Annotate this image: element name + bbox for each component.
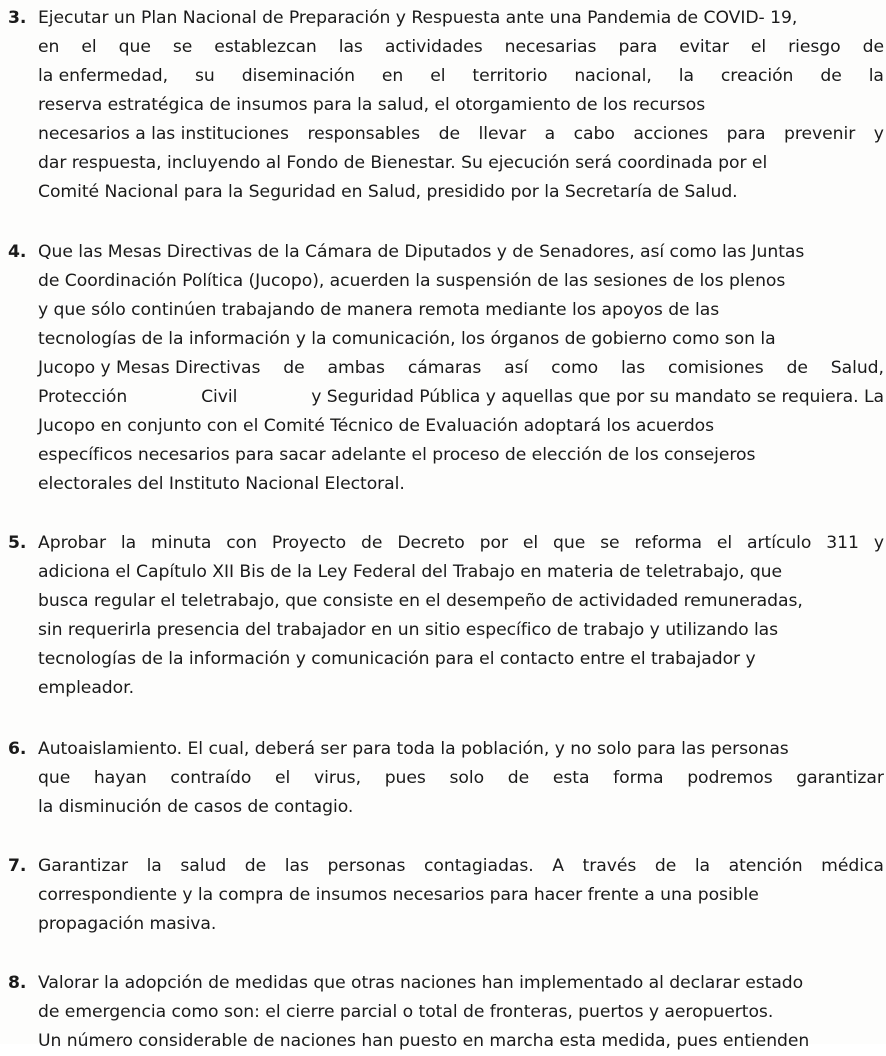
clause-line: y que sólo continúen trabajando de manera remota mediante los apoyos de las (38, 300, 720, 320)
line-word: minuta (151, 533, 212, 553)
line-word: la (694, 856, 711, 876)
clause-line: la disminución de casos de contagio. (38, 797, 354, 817)
line-word: el (522, 533, 539, 553)
line-word: las (621, 358, 646, 378)
line-word: de (820, 66, 842, 86)
clause-text (38, 969, 886, 1056)
clause-line: reserva estratégica de insumos para la salud, el otorgamiento de los recursos (38, 95, 706, 115)
line-word: Civil (201, 387, 238, 407)
line-word: que (553, 533, 586, 553)
line-word: que (38, 768, 71, 788)
line-word: través (582, 856, 637, 876)
line-word: en (381, 66, 404, 86)
line-word: a (544, 124, 556, 144)
line-word: la (678, 66, 694, 86)
line-word: el (81, 37, 97, 57)
line-word: 311 (826, 533, 859, 553)
clause-line: Que las Mesas Directivas de la Cámara de Diputados y de Senadores, así como las Juntas (38, 242, 805, 262)
clause-spacer (0, 822, 886, 852)
line-word: el (275, 768, 291, 788)
line-word: garantizar (796, 768, 884, 788)
line-word: la (120, 533, 137, 553)
clause-spacer (0, 939, 886, 969)
line-word: pues (384, 768, 426, 788)
line-word: de (438, 124, 460, 144)
clause-line (38, 120, 884, 149)
clause-line: Ejecutar un Plan Nacional de Preparación y Respuesta ante una Pandemia de COVID- 19, (38, 8, 798, 28)
line-word: acciones (633, 124, 709, 144)
clause-line: correspondiente y la compra de insumos necesarios para hacer frente a una posible (38, 885, 759, 905)
numbered-clause-list (0, 4, 886, 1056)
line-word: de (786, 358, 808, 378)
line-word: para (618, 37, 658, 57)
line-word: esta (552, 768, 590, 788)
line-word: evitar (679, 37, 729, 57)
line-word: con (226, 533, 257, 553)
line-word: para (726, 124, 766, 144)
line-word: contagiadas. (424, 856, 534, 876)
line-word: comisiones (668, 358, 764, 378)
clause-line: empleador. (38, 678, 134, 698)
clause-line: de emergencia como son: el cierre parcial o total de fronteras, puertos y aeropuertos. (38, 1002, 774, 1022)
clause-line: tecnologías de la información y la comunicación, los órganos de gobierno como son la (38, 329, 776, 349)
clause-line: específicos necesarios para sacar adelante el proceso de elección de los consejeros (38, 445, 756, 465)
line-word: actividades (384, 37, 483, 57)
clause-line: Jucopo en conjunto con el Comité Técnico de Evaluación adoptará los acuerdos (38, 416, 715, 436)
line-word: médica (821, 856, 884, 876)
line-word: se (172, 37, 193, 57)
line-word: creación (720, 66, 794, 86)
line-word: el (430, 66, 446, 86)
clause-line (38, 852, 884, 881)
clause-item (0, 529, 886, 703)
line-word: Aprobar (38, 533, 107, 553)
line-word: Decreto (397, 533, 465, 553)
line-word: atención (728, 856, 803, 876)
clause-line: busca regular el teletrabajo, que consiste en el desempeño de actividaded remuneradas, (38, 591, 803, 611)
clause-spacer (0, 703, 886, 735)
line-word: necesarios a las instituciones (38, 124, 289, 144)
line-word: llevar (478, 124, 527, 144)
line-word: su (195, 66, 215, 86)
line-word: de (862, 37, 884, 57)
line-word: y Seguridad Pública y aquellas que por su mandato se requiera. La (311, 387, 884, 407)
line-word: el (750, 37, 767, 57)
line-word: las (284, 856, 309, 876)
line-word: reforma (634, 533, 702, 553)
clause-text (38, 529, 886, 703)
line-word: nacional, (574, 66, 652, 86)
clause-line (38, 354, 884, 383)
clause-number: 8. (8, 973, 27, 993)
line-word: diseminación (241, 66, 355, 86)
line-word: la (146, 856, 162, 876)
line-word: el (716, 533, 733, 553)
line-word: cámaras (407, 358, 482, 378)
line-word: por (479, 533, 508, 553)
clause-number: 6. (8, 739, 27, 759)
line-word: territorio (472, 66, 548, 86)
clause-spacer (0, 207, 886, 238)
line-word: Garantizar (38, 856, 128, 876)
line-word: se (600, 533, 620, 553)
line-word: y (873, 533, 884, 553)
clause-line (38, 33, 884, 62)
line-word: responsables (307, 124, 421, 144)
line-word: prevenir (783, 124, 856, 144)
line-word: forma (613, 768, 664, 788)
line-word: la (868, 66, 884, 86)
line-word: en (38, 37, 60, 57)
line-word: que (118, 37, 151, 57)
line-word: ambas (327, 358, 385, 378)
clause-line (38, 529, 884, 558)
line-word: establezcan (214, 37, 317, 57)
clause-line (38, 62, 884, 91)
line-word: de (361, 533, 383, 553)
line-word: de (283, 358, 305, 378)
clause-line (38, 383, 884, 412)
clause-line: propagación masiva. (38, 914, 217, 934)
clause-line (38, 764, 884, 793)
clause-number: 4. (8, 242, 27, 262)
clause-line: dar respuesta, incluyendo al Fondo de Bienestar. Su ejecución será coordinada por el (38, 153, 768, 173)
line-word: Proyecto (271, 533, 347, 553)
clause-spacer (0, 499, 886, 529)
clause-line: adiciona el Capítulo XII Bis de la Ley Federal del Trabajo en materia de teletrabajo, que (38, 562, 783, 582)
clause-line: Un número considerable de naciones han puesto en marcha esta medida, pues entienden (38, 1031, 810, 1051)
line-word: salud (180, 856, 227, 876)
clause-item (0, 852, 886, 939)
line-word: Protección (38, 387, 128, 407)
line-word: así (504, 358, 529, 378)
clause-item (0, 969, 886, 1056)
clause-line: de Coordinación Política (Jucopo), acuerden la suspensión de las sesiones de los plenos (38, 271, 786, 291)
line-word: cabo (573, 124, 615, 144)
line-word: de (507, 768, 530, 788)
line-word: la enfermedad, (38, 66, 169, 86)
line-word: y (873, 124, 884, 144)
line-word: hayan (93, 768, 147, 788)
line-word: Jucopo y Mesas Directivas (38, 358, 261, 378)
line-word: las (338, 37, 363, 57)
line-word: de (654, 856, 677, 876)
clause-item (0, 4, 886, 207)
line-word: solo (449, 768, 485, 788)
line-word: personas (327, 856, 406, 876)
clause-number: 3. (8, 8, 27, 28)
line-word: como (551, 358, 599, 378)
clause-item (0, 238, 886, 499)
clause-text (38, 238, 886, 499)
clause-number: 7. (8, 856, 27, 876)
clause-line: electorales del Instituto Nacional Electoral. (38, 474, 405, 494)
line-word: necesarias (504, 37, 597, 57)
clause-line: Comité Nacional para la Seguridad en Salud, presidido por la Secretaría de Salud. (38, 182, 738, 202)
line-word: riesgo (788, 37, 841, 57)
line-word: artículo (747, 533, 812, 553)
clause-line: Autoaislamiento. El cual, deberá ser para toda la población, y no solo para las personas (38, 739, 789, 759)
line-word: de (244, 856, 267, 876)
clause-text (38, 4, 886, 207)
clause-number: 5. (8, 533, 27, 553)
clause-text (38, 735, 886, 822)
clause-line: tecnologías de la información y comunicación para el contacto entre el trabajador y (38, 649, 756, 669)
line-word: contraído (170, 768, 252, 788)
line-word: Salud, (830, 358, 884, 378)
clause-line: sin requerirla presencia del trabajador en un sitio específico de trabajo y utilizando las (38, 620, 779, 640)
line-word: A (552, 856, 564, 876)
clause-text (38, 852, 886, 939)
line-word: podremos (687, 768, 773, 788)
line-word: virus, (313, 768, 361, 788)
clause-item (0, 735, 886, 822)
clause-line: Valorar la adopción de medidas que otras naciones han implementado al declarar estado (38, 973, 804, 993)
